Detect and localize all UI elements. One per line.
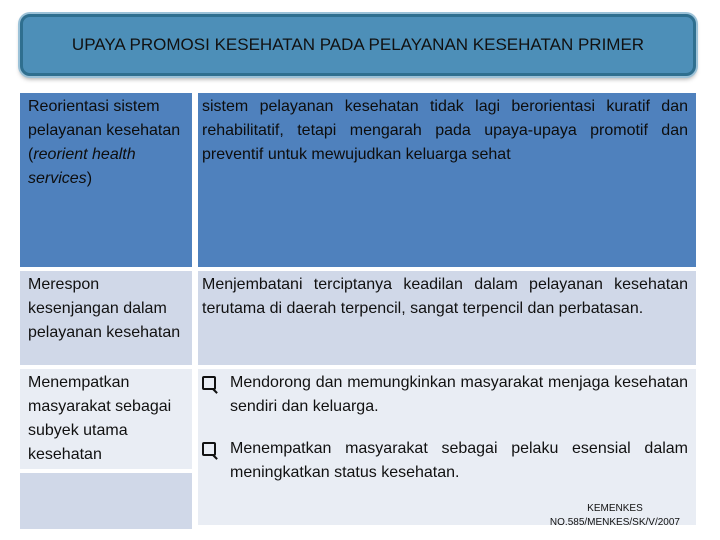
- bullet-item-1: [202, 371, 688, 419]
- page-title: UPAYA PROMOSI KESEHATAN PADA PELAYANAN KESEHATAN PRIMER: [71, 35, 645, 54]
- row-2-description-text: Menjembatani terciptanya keadilan dalam pelayanan kesehatan terutama di daerah terpencil, sangat terpencil dan perbatasan.: [202, 276, 688, 317]
- checkbox-bullet-icon: [202, 376, 216, 390]
- bullet-item-2-text: Menempatkan masyarakat sebagai pelaku esensial dalam meningkatkan status kesehatan.: [230, 440, 688, 481]
- checkbox-bullet-icon: [202, 442, 216, 456]
- row-1-label-close: ): [86, 170, 93, 187]
- source-line-2: NO.585/MENKES/SK/V/2007: [549, 517, 680, 528]
- row-2-label: [20, 271, 192, 365]
- bullet-item-1-text: Mendorong dan memungkinkan masyarakat menjaga kesehatan sendiri dan keluarga.: [230, 374, 688, 415]
- row-1-description-text: sistem pelayanan kesehatan tidak lagi berorientasi kuratif dan rehabilitatif, tetapi mengarah pada upaya-upaya promotif dan preventif untuk mewujudkan keluarga sehat: [202, 98, 688, 163]
- source-citation: [550, 502, 680, 530]
- row-2-label-text: Merespon kesenjangan dalam pelayanan kesehatan: [28, 276, 181, 341]
- row-2-description: [198, 271, 696, 365]
- source-line-1: KEMENKES: [587, 503, 643, 514]
- row-1-label: [20, 93, 192, 267]
- row-1-description: [198, 93, 696, 267]
- title-banner: [20, 14, 696, 76]
- row-3-label-text: Menempatkan masyarakat sebagai subyek utama kesehatan: [28, 374, 172, 463]
- row-1-label-text: Reorientasi sistem pelayanan kesehatan (: [28, 98, 181, 163]
- bullet-item-2: [202, 437, 688, 485]
- row-1-label-italic: reorient health services: [28, 146, 136, 187]
- row-3-label-lower-cell: [20, 469, 192, 529]
- strategy-table: [20, 93, 696, 525]
